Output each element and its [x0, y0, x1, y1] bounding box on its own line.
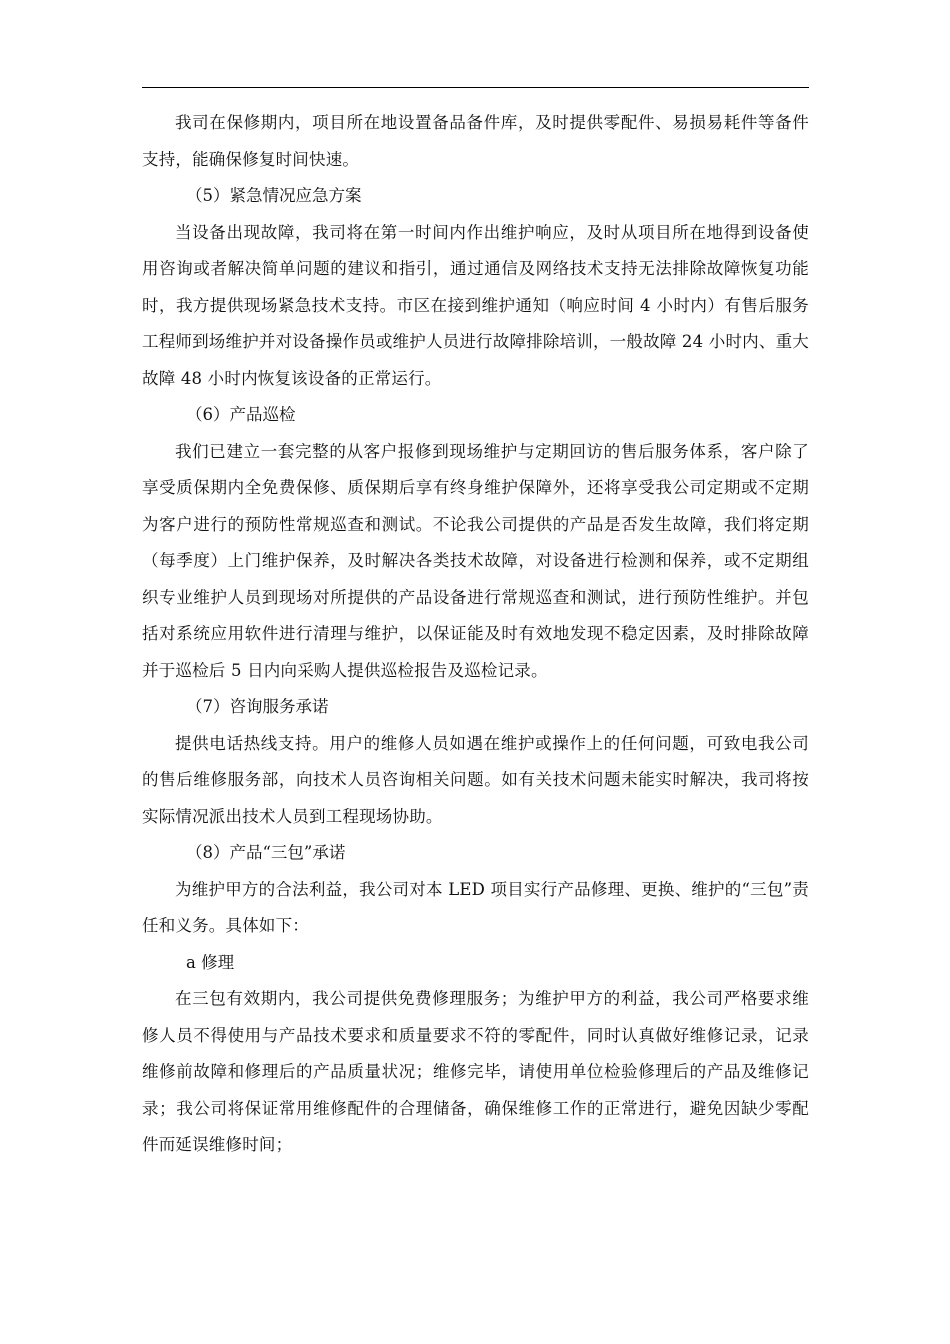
paragraph-consulting-service: 提供电话热线支持。用户的维修人员如遇在维护或操作上的任何问题，可致电我公司的售后维修服务部，向技术人员咨询相关问题。如有关技术问题未能实时解决，我司将按实际情况派出技术人员到工程现场协助。: [142, 733, 809, 826]
header-rule: [142, 87, 809, 88]
section-heading-emergency-plan: （5）紧急情况应急方案: [186, 186, 362, 205]
section-heading-three-guarantees: （8）产品“三包”承诺: [186, 843, 346, 862]
subheading-repair: a 修理: [186, 952, 235, 972]
paragraph-product-inspection: 我们已建立一套完整的从客户报修到现场维护与定期回访的售后服务体系，客户除了享受质保期内全免费保修、质保期后享有终身维护保障外，还将享受我公司定期或不定期为客户进行的预防性常规巡查和测试。不论我公司提供的产品是否发生故障，我们将定期（每季度）上门维护保养，及时解决各类技术故障，对设备进行检测和保养，或不定期组织专业维护人员到现场对所提供的产品设备进行常规巡查和测试，进行预防性维护。并包括对系统应用软件进行清理与维护，以保证能及时有效地发现不稳定因素，及时排除故障并于巡检后 5 日内向采购人提供巡检报告及巡检记录。: [142, 441, 809, 680]
paragraph-spare-parts: 我司在保修期内，项目所在地设置备品备件库，及时提供零配件、易损易耗件等备件支持，能确保修复时间快速。: [142, 113, 809, 169]
section-heading-consulting-service: （7）咨询服务承诺: [186, 697, 329, 716]
paragraph-three-guarantees: 为维护甲方的合法利益，我公司对本 LED 项目实行产品修理、更换、维护的“三包”责任和义务。具体如下：: [142, 879, 809, 935]
section-heading-product-inspection: （6）产品巡检: [186, 405, 296, 424]
paragraph-emergency-plan: 当设备出现故障，我司将在第一时间内作出维护响应，及时从项目所在地得到设备使用咨询或者解决简单问题的建议和指引，通过通信及网络技术支持无法排除故障恢复功能时，我方提供现场紧急技术支持。市区在接到维护通知（响应时间 4 小时内）有售后服务工程师到场维护并对设备操作员或维护人员进行故障排除培训，一般故障 24 小时内、重大故障 48 小时内恢复该设备的正常运行。: [142, 222, 809, 388]
document-body: [142, 105, 809, 1164]
paragraph-repair: 在三包有效期内，我公司提供免费修理服务；为维护甲方的利益，我公司严格要求维修人员不得使用与产品技术要求和质量要求不符的零配件，同时认真做好维修记录，记录维修前故障和修理后的产品质量状况；维修完毕，请使用单位检验修理后的产品及维修记录；我公司将保证常用维修配件的合理储备，确保维修工作的正常进行，避免因缺少零配件而延误维修时间；: [142, 989, 809, 1154]
